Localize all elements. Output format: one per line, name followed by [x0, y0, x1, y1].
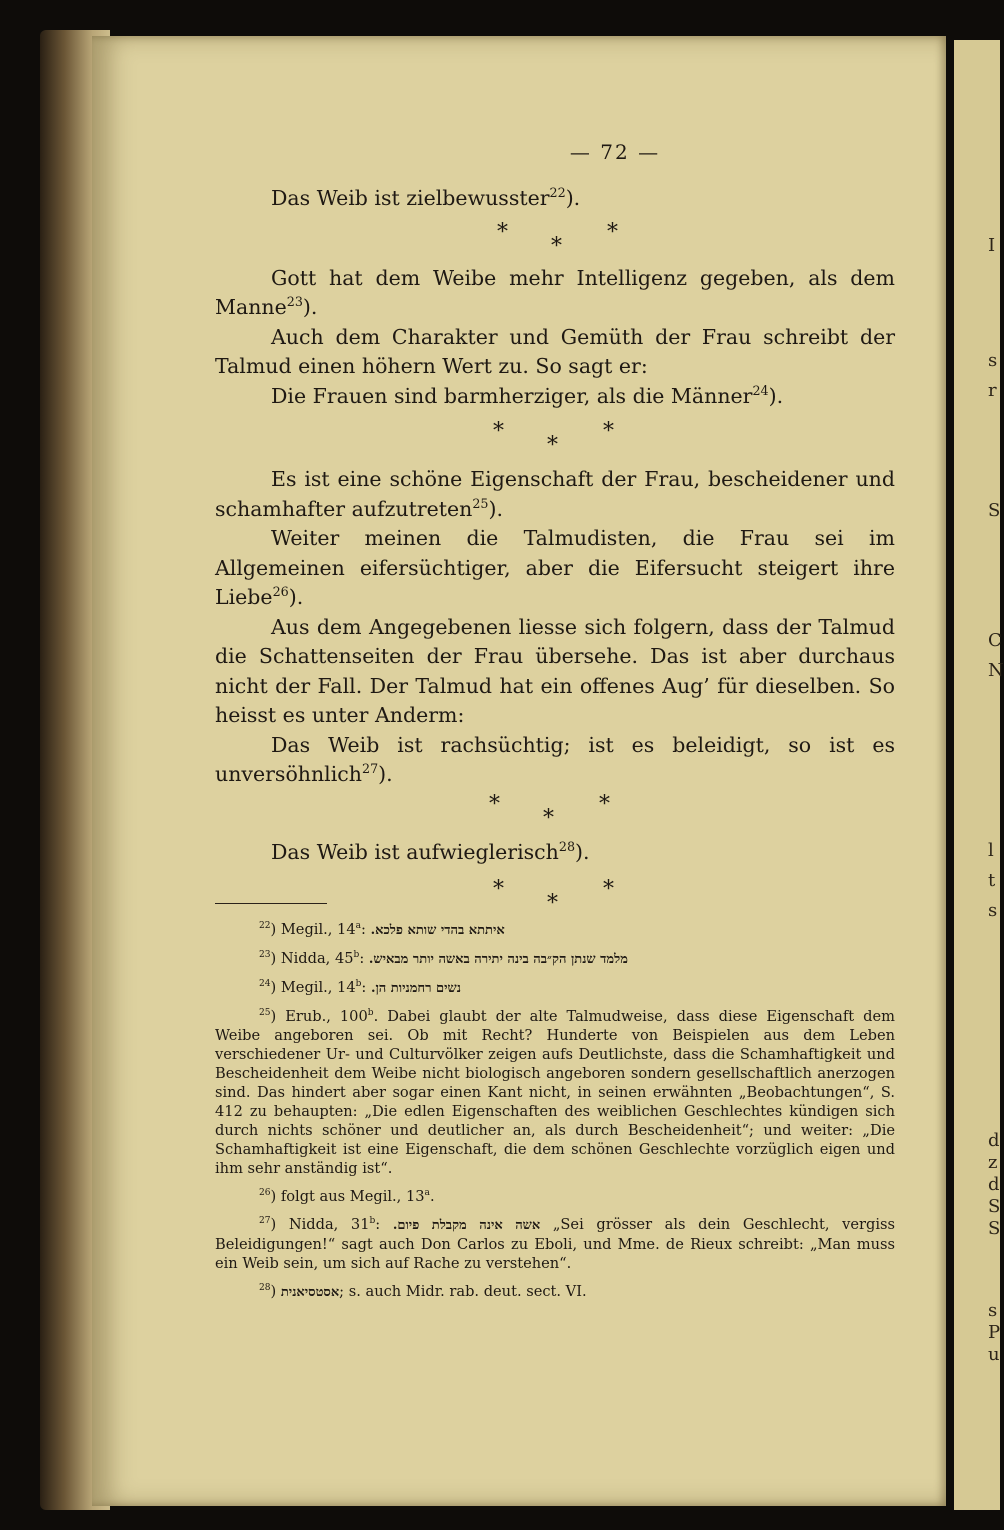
- footnote: $^{28}$) אסטסיאנית; s. auch Midr. rab. deut. sect. VI.: [259, 1283, 587, 1300]
- footnote: $^{26}$) folgt aus Megil., 13$^a$.: [259, 1188, 435, 1205]
- adjacent-page-letter: S: [988, 500, 1001, 521]
- adjacent-page-letter: l: [988, 840, 994, 861]
- adjacent-page-letter: r: [988, 380, 997, 401]
- adjacent-page-letter: z: [988, 1152, 998, 1173]
- paragraph: Das Weib ist zielbewusster$^{22}$).: [271, 185, 581, 210]
- adjacent-page-edge: [954, 40, 1004, 1510]
- adjacent-page-letter: C: [988, 630, 1002, 651]
- footnote: $^{25}$) Erub., 100$^b$. Dabei glaubt der alte Talmudweise, dass diese Eigenschaft dem Weibe angeboren sei. Ob mit Recht? Hunderte von Beispielen aus dem Leben verschiedener Ur- und Culturvölker zeigen aufs Deutlichste, dass die Schamhaftigkeit und Bescheidenheit dem Weibe nicht biologisch angeboren sondern gesellschaftlich anerzogen sind. Das hindert aber sogar einen Kant nicht, in seinen erwähnten „Beobachtungen“, S. 412 zu behaupten: „Die edlen Eigenschaften des weiblichen Geschlechtes kündigen sich durch nichts schöner und deutlicher an, als durch Bescheidenheit“; und weiter: „Die Schamhaftigkeit ist eine Eigenschaft, die dem schönen Geschlechte vorzüglich eigen und ihm sehr anständig ist“.: [215, 1008, 895, 1177]
- adjacent-page-letter: s: [988, 1300, 998, 1321]
- adjacent-page-letter: t: [988, 870, 996, 891]
- footnote-ref: 28: [558, 838, 576, 854]
- adjacent-page-letter: s: [988, 350, 998, 371]
- adjacent-page-letter: I: [988, 235, 996, 256]
- adjacent-page-letter: N: [988, 660, 1004, 681]
- footnote: $^{23}$) Nidda, 45$^b$: מלמד שנתן הק״בה בינה יתירה באשה יותר מבאיש.: [259, 950, 628, 967]
- footnote-ref: 22: [549, 185, 566, 201]
- footnote-ref: 27: [361, 761, 379, 777]
- adjacent-page-letter: d: [988, 1174, 1000, 1195]
- section-separator: * * *: [493, 877, 614, 916]
- footnote: $^{24}$) Megil., 14$^b$: נשים רחמניות הן.: [259, 979, 461, 996]
- paragraph: Die Frauen sind barmherziger, als die Männer$^{24}$).: [271, 382, 784, 408]
- section-separator: * * *: [489, 791, 610, 831]
- page-text: [215, 140, 895, 1311]
- footnote-ref: 23: [286, 294, 303, 310]
- footnote-ref: 26: [272, 584, 289, 600]
- adjacent-page-letter: S: [988, 1196, 1001, 1217]
- footnote-divider: [215, 903, 327, 904]
- paragraph: Das Weib ist rachsüchtig; ist es beleidigt, so ist es unversöhnlich$^{27}$).: [215, 732, 895, 786]
- section-separator: * * *: [493, 419, 614, 458]
- footnote: $^{22}$) Megil., 14$^a$: איתתא בהדי שותא פלכא.: [259, 921, 505, 938]
- paragraph: Aus dem Angegebenen liesse sich folgern, dass der Talmud die Schattenseiten der Frau übersehe. Das ist aber durchaus nicht der Fall. Der Talmud hat ein offenes Aug’ für dieselben. So heisst es unter Anderm:: [215, 614, 895, 727]
- adjacent-page-letter: S: [988, 1218, 1001, 1239]
- footnote-ref: 24: [752, 382, 769, 398]
- paragraph: Auch dem Charakter und Gemüth der Frau schreibt der Talmud einen höhern Wert zu. So sagt er:: [215, 324, 895, 378]
- paragraph: Es ist eine schöne Eigenschaft der Frau, bescheidener und schamhafter aufzutreten$^{25}$).: [215, 467, 895, 521]
- paragraph: Gott hat dem Weibe mehr Intelligenz gegeben, als dem Manne$^{23}$).: [215, 265, 895, 319]
- footnote: $^{27}$) Nidda, 31$^b$: אשה אינה מקבלת פיום. „Sei grösser als dein Geschlecht, vergiss Beleidigungen!“ sagt auch Don Carlos zu Eboli, und Mme. de Rieux schreibt: „Man muss ein Weib sein, um sich auf Rache zu verstehen“.: [215, 1216, 896, 1272]
- page-number: — 72 —: [569, 140, 661, 164]
- adjacent-page-letter: s: [988, 900, 998, 921]
- paragraph: Das Weib ist aufwieglerisch$^{28}$).: [271, 838, 590, 864]
- adjacent-page-letter: P: [988, 1322, 1001, 1343]
- adjacent-page-letter: d: [988, 1130, 1000, 1151]
- footnote-ref: 25: [472, 495, 489, 511]
- section-separator: * * *: [497, 219, 618, 259]
- adjacent-page-letter: u: [988, 1344, 1000, 1365]
- footnotes: [215, 920, 895, 1302]
- paragraph: Weiter meinen die Talmudisten, die Frau sei im Allgemeinen eifersüchtiger, aber die Eifersucht steigert ihre Liebe$^{26}$).: [215, 526, 895, 609]
